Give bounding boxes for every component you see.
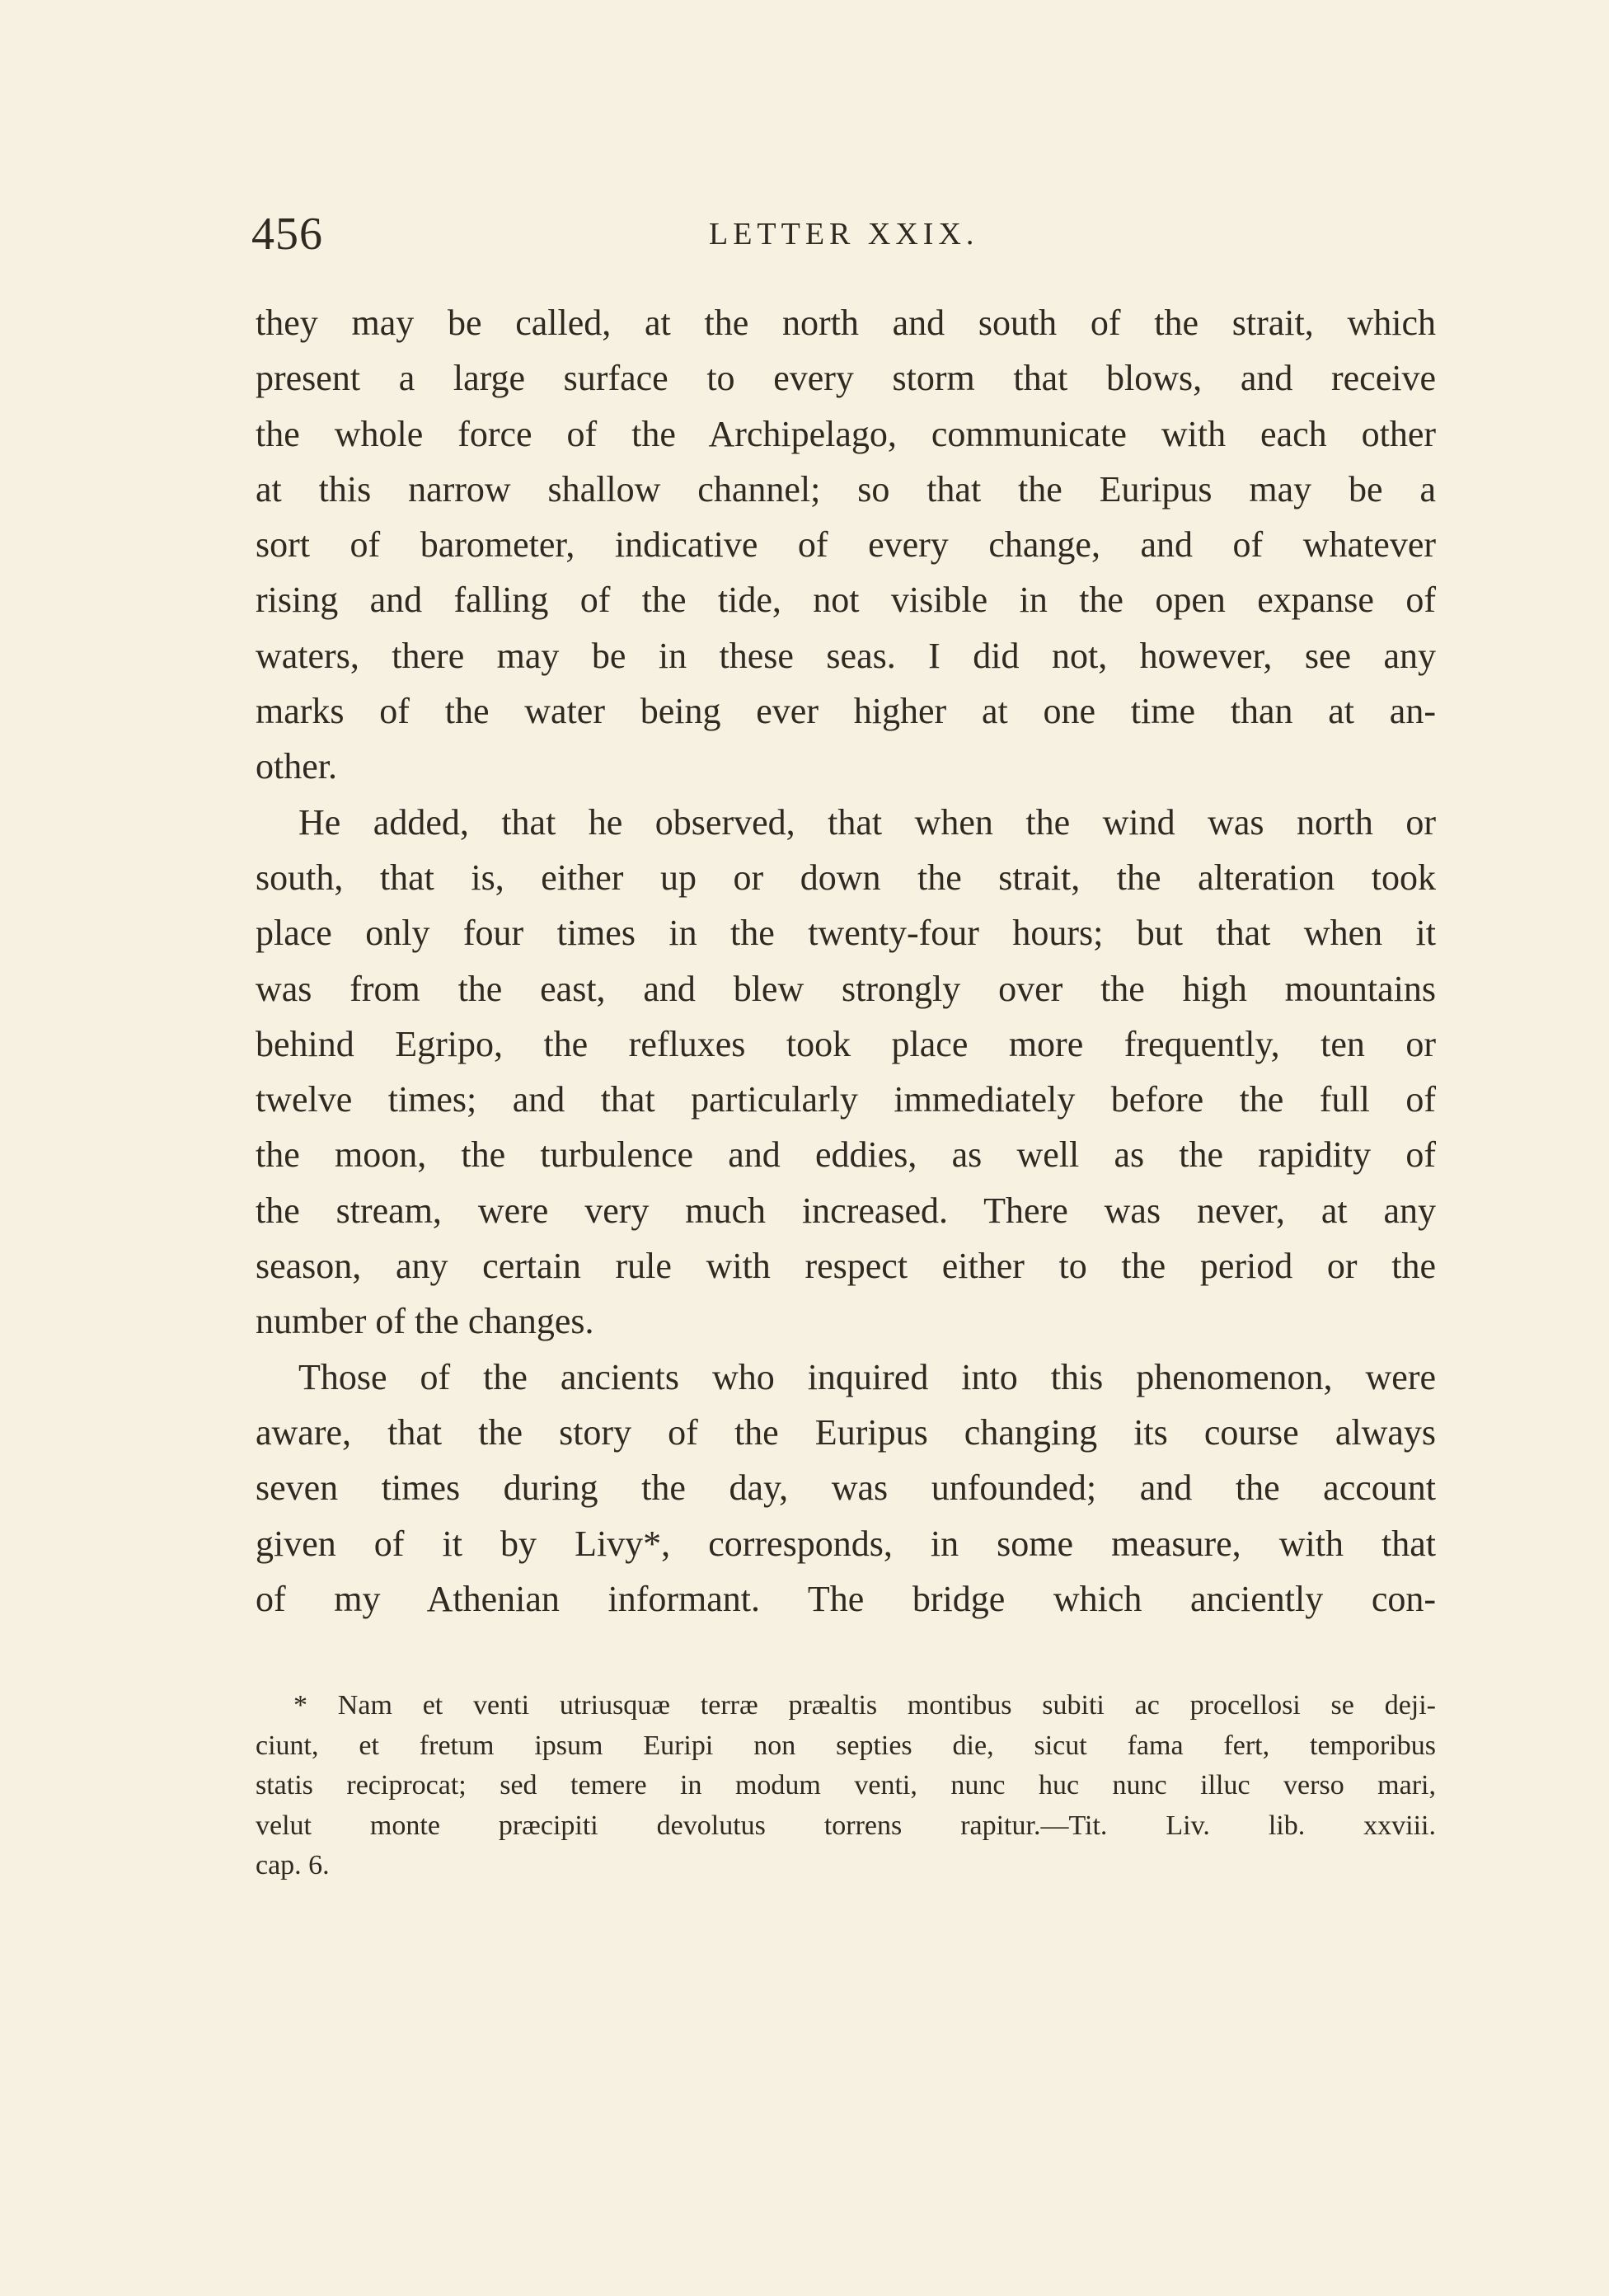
paragraph-start-line: Those of the ancients who inquired into this phenomenon, were [298, 1356, 1436, 1397]
text-line: behind Egripo, the refluxes took place more frequently, ten or [256, 1023, 1436, 1064]
text-line: marks of the water being ever higher at one time than at an- [256, 691, 1436, 732]
text-line: place only four times in the twenty-four hours; but that when it [256, 913, 1436, 954]
text-line: number of the changes. [256, 1301, 594, 1342]
text-line: seven times during the day, was unfounded; and the account [256, 1467, 1436, 1509]
footnote-line: cap. 6. [256, 1850, 330, 1880]
text-line: aware, that the story of the Euripus changing its course always [256, 1411, 1436, 1453]
text-line: present a large surface to every storm that blows, and receive [256, 358, 1436, 399]
main-text [256, 295, 1436, 1627]
footnote-line: velut monte præcipiti devolutus torrens rapitur.—Tit. Liv. lib. xxviii. [256, 1810, 1436, 1841]
text-line: other. [256, 746, 337, 787]
text-line: the stream, were very much increased. There was never, at any [256, 1190, 1436, 1231]
text-line: sort of barometer, indicative of every change, and of whatever [256, 524, 1436, 566]
footnote-line: ciunt, et fretum ipsum Euripi non septies die, sicut fama fert, temporibus [256, 1730, 1436, 1761]
footnote [256, 1686, 1436, 1886]
text-line: of my Athenian informant. The bridge which anciently con- [256, 1578, 1436, 1619]
paragraph-start-line: He added, that he observed, that when the wind was north or [298, 801, 1436, 843]
text-line: was from the east, and blew strongly over the high mountains [256, 968, 1436, 1009]
text-line: given of it by Livy*, corresponds, in some measure, with that [256, 1523, 1436, 1564]
text-line: waters, there may be in these seas. I did not, however, see any [256, 635, 1436, 676]
footnote-line: statis reciprocat; sed temere in modum venti, nunc huc nunc illuc verso mari, [256, 1770, 1436, 1801]
text-line: at this narrow shallow channel; so that the Euripus may be a [256, 468, 1436, 509]
text-line: twelve times; and that particularly immediately before the full of [256, 1079, 1436, 1120]
text-line: rising and falling of the tide, not visible in the open expanse of [256, 580, 1436, 621]
text-line: the whole force of the Archipelago, communicate with each other [256, 413, 1436, 454]
running-head: LETTER XXIX. [709, 217, 979, 251]
page-number: 456 [251, 209, 323, 260]
page-header [251, 208, 1438, 274]
text-line: season, any certain rule with respect either to the period or the [256, 1246, 1436, 1287]
text-line: they may be called, at the north and south of the strait, which [256, 303, 1436, 343]
text-line: south, that is, either up or down the strait, the alteration took [256, 857, 1436, 898]
text-line: the moon, the turbulence and eddies, as well as the rapidity of [256, 1134, 1436, 1176]
footnote-line: * Nam et venti utriusquæ terræ præaltis montibus subiti ac procellosi se deji- [293, 1690, 1436, 1721]
